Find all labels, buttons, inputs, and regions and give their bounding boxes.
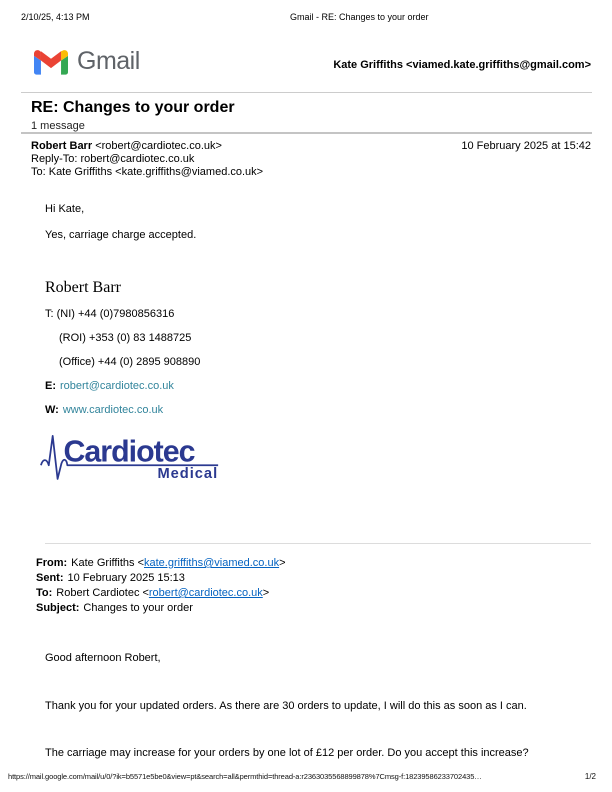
to-line: To: Kate Griffiths <kate.griffiths@viamed.co.uk> <box>31 166 264 178</box>
quoted-subject-label: Subject: <box>36 602 80 614</box>
gmail-m-icon <box>34 48 68 75</box>
gmail-wordmark: Gmail <box>77 47 140 75</box>
quoted-subject-line <box>36 601 286 616</box>
greeting-text: Hi Kate, <box>45 203 85 215</box>
divider-subject <box>21 132 592 134</box>
signature-phone-office: (Office) +44 (0) 2895 908890 <box>59 356 201 368</box>
quoted-subject-value: Changes to your order <box>83 602 193 614</box>
quoted-paragraph: Good afternoon Robert, <box>45 652 161 664</box>
print-datetime: 2/10/25, 4:13 PM <box>21 12 90 22</box>
quoted-to-label: To: <box>36 587 53 599</box>
quoted-paragraph: Thank you for your updated orders. As there are 30 orders to update, I will do this as soon as I can. <box>45 700 527 712</box>
body-text: Yes, carriage charge accepted. <box>45 229 197 241</box>
quoted-from-line <box>36 556 286 571</box>
print-title: Gmail - RE: Changes to your order <box>290 12 429 22</box>
quoted-from-name: Kate Griffiths <box>71 557 135 569</box>
quoted-sent-line <box>36 571 286 586</box>
quoted-to-line <box>36 586 286 601</box>
angle-close: > <box>279 557 286 569</box>
quoted-divider <box>45 543 591 544</box>
quoted-to-email-link[interactable]: robert@cardiotec.co.uk <box>148 587 263 599</box>
gmail-logo <box>34 47 140 76</box>
signature-name: Robert Barr <box>45 279 121 296</box>
quoted-sent-value: 10 February 2025 15:13 <box>67 572 185 584</box>
signature-email-link[interactable]: robert@cardiotec.co.uk <box>60 380 174 392</box>
angle-open: < <box>137 557 144 569</box>
thread-subject: RE: Changes to your order <box>31 99 235 116</box>
sender-email: <robert@cardiotec.co.uk> <box>95 140 222 152</box>
sender-name: Robert Barr <box>31 140 93 152</box>
print-page-number: 1/2 <box>584 772 596 781</box>
quoted-from-label: From: <box>36 557 68 569</box>
quoted-sent-label: Sent: <box>36 572 64 584</box>
divider-top <box>21 92 592 93</box>
signature-email-line <box>45 380 174 392</box>
quoted-from-email-link[interactable]: kate.griffiths@viamed.co.uk <box>144 557 280 569</box>
message-count: 1 message <box>31 120 85 132</box>
quoted-to-name: Robert Cardiotec <box>56 587 140 599</box>
cardiotec-logo <box>38 422 224 483</box>
sender-line <box>31 140 263 153</box>
angle-open: < <box>142 587 149 599</box>
quoted-header-block <box>36 556 286 616</box>
signature-phone-roi: (ROI) +353 (0) 83 1488725 <box>59 332 192 344</box>
cardiotec-wordmark: Cardiotec <box>63 435 195 469</box>
signature-web-link[interactable]: www.cardiotec.co.uk <box>62 404 164 416</box>
signature-web-line <box>45 404 163 416</box>
print-footer-url: https://mail.google.com/mail/u/0/?ik=b5571e5be0&view=pt&search=all&permthid=thread-a:r2363035568899878%7Cmsg-f:18239586233702435… <box>8 772 482 781</box>
message-header <box>31 140 263 179</box>
signature-phone-ni: T: (NI) +44 (0)7980856316 <box>45 308 175 320</box>
angle-close: > <box>262 587 270 599</box>
cardiotec-medical-sub: Medical <box>157 465 219 482</box>
web-label: W: <box>45 404 59 416</box>
account-identity: Kate Griffiths <viamed.kate.griffiths@gmail.com> <box>333 59 591 71</box>
email-label: E: <box>45 380 56 392</box>
message-date: 10 February 2025 at 15:42 <box>461 140 591 152</box>
quoted-paragraph: The carriage may increase for your orders by one lot of £12 per order. Do you accept this increase? <box>45 747 529 759</box>
reply-to-line: Reply-To: robert@cardiotec.co.uk <box>31 153 195 165</box>
